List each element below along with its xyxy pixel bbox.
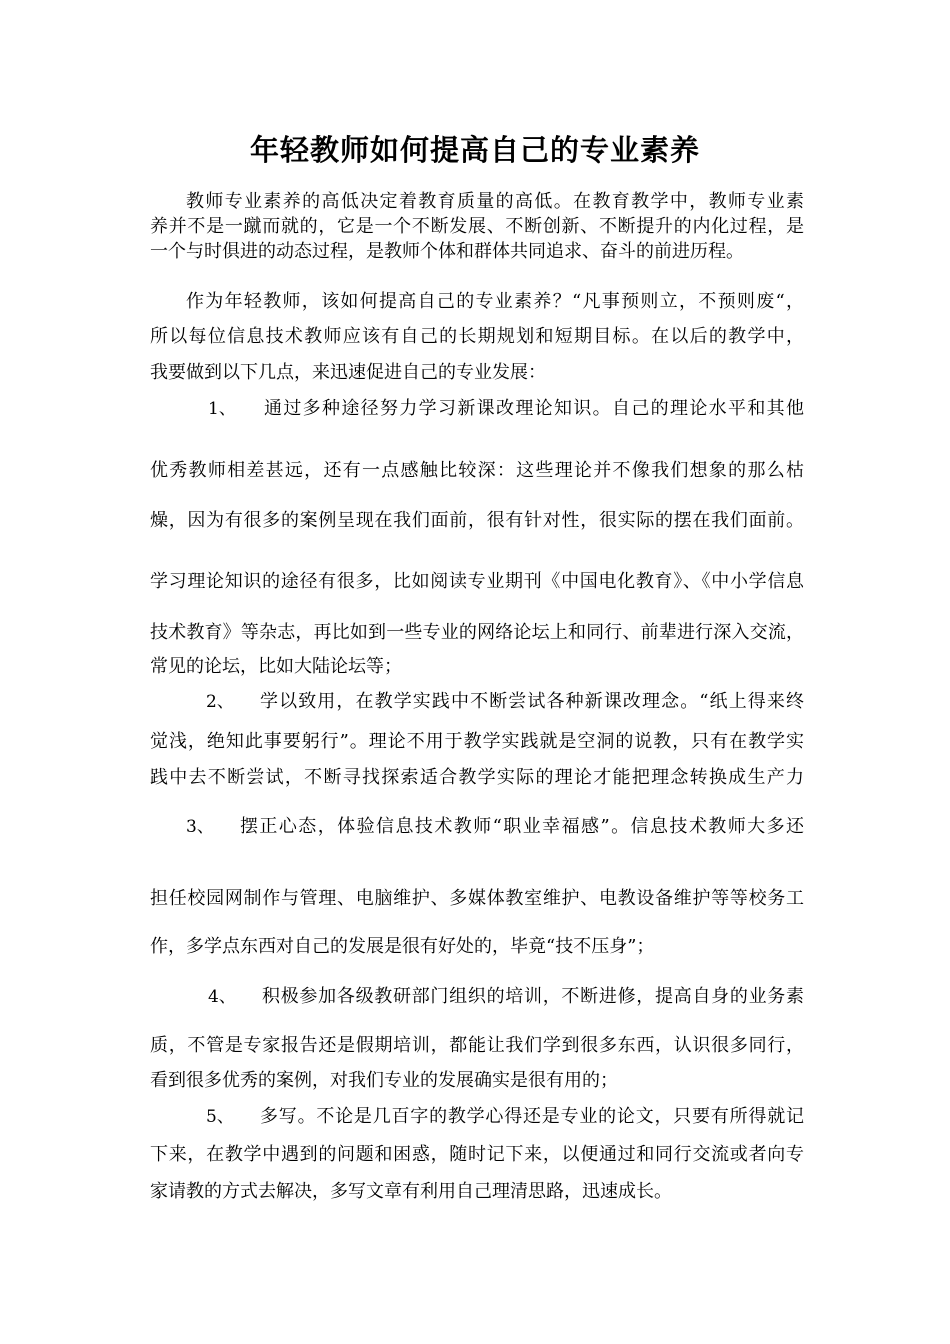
item-2-line-3: 践中去不断尝试，不断寻找探索适合教学实际的理论才能把理念转换成生产力 (150, 767, 804, 788)
item-2-number: 2、 (206, 692, 234, 712)
intro-line-3: 一个与时俱进的动态过程，是教师个体和群体共同追求、奋斗的前进历程。 (150, 241, 744, 262)
item-1-number: 1、 (208, 399, 236, 419)
item-1-line-3: 燥，因为有很多的案例呈现在我们面前，很有针对性，很实际的摆在我们面前。 (150, 510, 804, 531)
link-primary-secondary-school[interactable]: 中小学 (711, 571, 768, 592)
plan-line-2: 所以每位信息技术教师应该有自己的长期规划和短期目标。在以后的教学中， (150, 326, 804, 347)
item-5-line-1: 多写。不论是几百字的教学心得还是专业的论文，只要有所得就记 (260, 1106, 804, 1127)
plan-line-3: 我要做到以下几点，来迅速促进自己的专业发展： (150, 362, 546, 383)
link-information-technology[interactable]: 信息技术 (376, 816, 454, 837)
link-further-study[interactable]: 进修 (598, 986, 637, 1007)
item-3-line-2: 担任校园网制作与管理、电脑维护、多媒体教室维护、电教设备维护等等校务工 (150, 888, 805, 909)
item-4-number: 4、 (208, 987, 236, 1007)
link-computer-maintenance[interactable]: 电脑维护 (355, 888, 431, 909)
item-5-number: 5、 (206, 1107, 234, 1127)
plan-line-1: 作为年轻教师，该如何提高自己的专业素养？“凡事预则立，不预则废“， (186, 291, 804, 312)
item-1-line-4: 学习理论知识的途径有很多，比如阅读专业期刊《中国电化教育》、《中小学信息 (150, 571, 805, 592)
item-1-line-5: 技术教育》等杂志，再比如到一些专业的网络论坛上和同行、前辈进行深入交流， (150, 622, 804, 643)
item-3-line-1: 摆正心态，体验信息技术教师“职业幸福感”。信息技术教师大多还 (240, 816, 805, 837)
item-4-line-2: 质，不管是专家报告还是假期培训，都能让我们学到很多东西，认识很多同行， (150, 1035, 804, 1056)
link-excellent-teacher[interactable]: 优秀教师 (150, 460, 228, 481)
item-1-line-6: 常见的论坛，比如大陆论坛等； (150, 656, 402, 677)
intro-line-1: 教师专业素养的高低决定着教育质量的高低。在教育教学中，教师专业素 (186, 191, 804, 212)
link-av-equipment[interactable]: 电教设备 (598, 888, 674, 909)
item-1-line-1: 通过多种途径努力学习新课改理论知识。自己的理论水平和其他 (264, 398, 804, 419)
item-5-line-2: 下来，在教学中遇到的问题和困惑，随时记下来，以便通过和同行交流或者向专 (150, 1144, 804, 1165)
document-title: 年轻教师如何提高自己的专业素养 (249, 133, 700, 167)
item-3-line-3: 作，多学点东西对自己的发展是很有好处的，毕竟“技不压身”； (150, 936, 655, 957)
item-2-line-1: 学以致用，在教学实践中不断尝试各种新课改理念。“纸上得来终 (260, 691, 804, 712)
item-5-line-3: 家请教的方式去解决，多写文章有利用自己理清思路，迅速成长。 (150, 1181, 672, 1202)
item-3-number: 3、 (186, 817, 214, 837)
item-4-line-1: 积极参加各级教研部门组织的培训，不断进修，提高自身的业务素 (262, 986, 805, 1007)
item-1-line-2: 优秀教师相差甚远，还有一点感触比较深：这些理论并不像我们想象的那么枯 (150, 460, 804, 481)
item-2-line-2: 觉浅，绝知此事要躬行”。理论不用于教学实践就是空洞的说教，只有在教学实 (150, 731, 804, 752)
item-4-line-3: 看到很多优秀的案例，对我们专业的发展确实是很有用的； (150, 1070, 618, 1091)
intro-line-2: 养并不是一蹴而就的，它是一个不断发展、不断创新、不断提升的内化过程，是 (150, 216, 804, 237)
